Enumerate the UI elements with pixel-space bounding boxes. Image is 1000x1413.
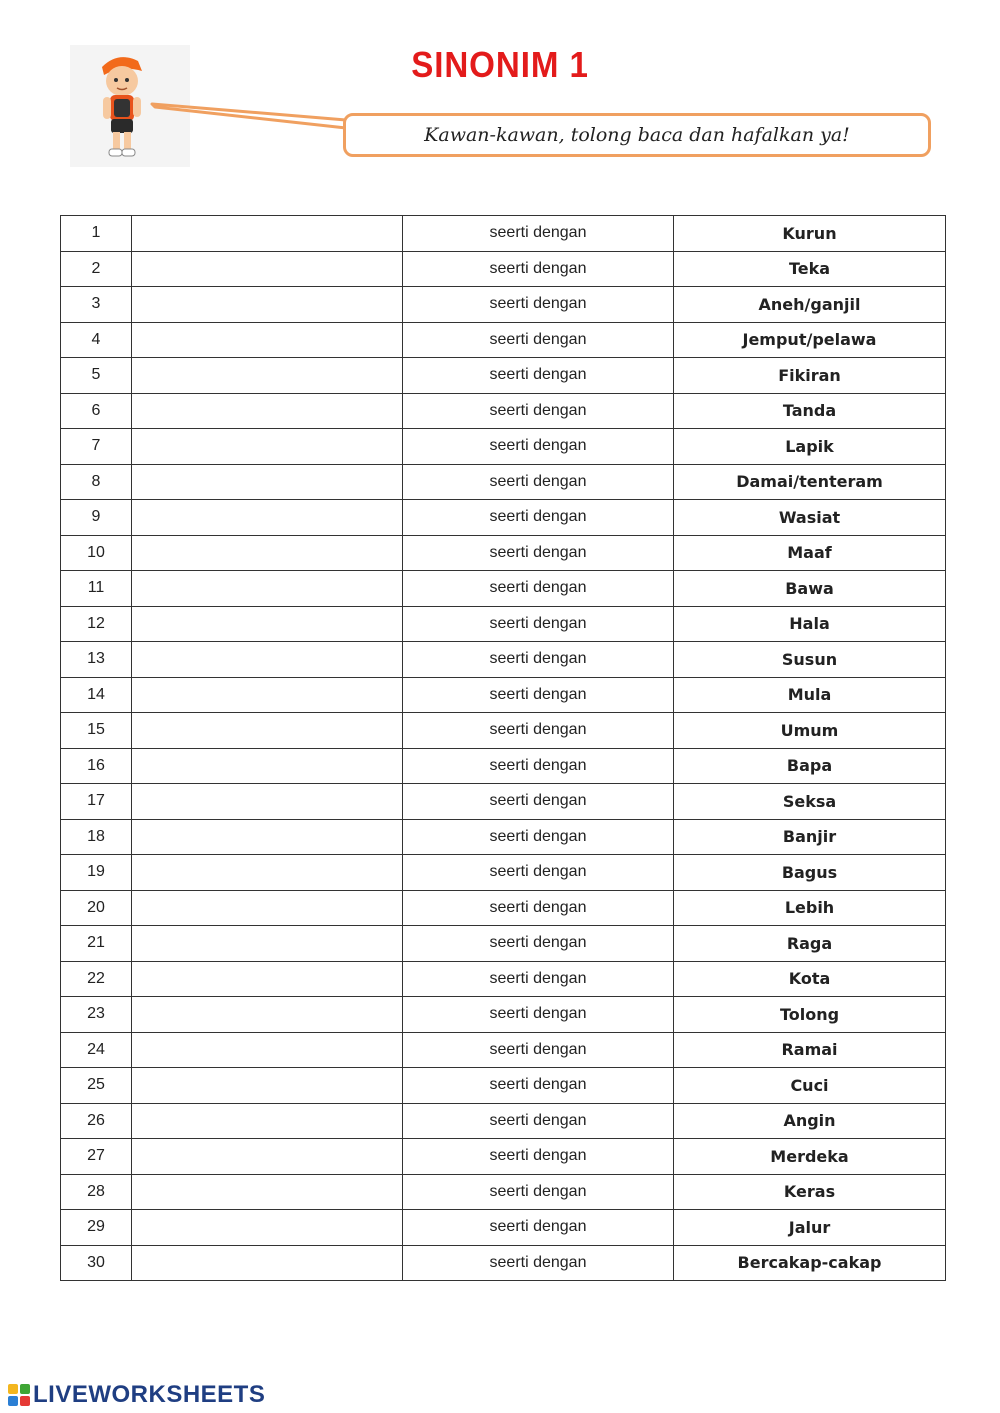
logo-square xyxy=(20,1384,30,1394)
synonym-word: Mula xyxy=(674,677,946,713)
row-number: 9 xyxy=(61,500,132,536)
seerti-dengan-label: seerti dengan xyxy=(403,784,674,820)
answer-blank-cell[interactable] xyxy=(132,571,403,607)
page-title: SINONIM 1 xyxy=(411,44,589,85)
synonym-word: Tolong xyxy=(674,997,946,1033)
answer-blank-cell[interactable] xyxy=(132,1068,403,1104)
row-number: 29 xyxy=(61,1210,132,1246)
answer-blank-cell[interactable] xyxy=(132,393,403,429)
synonym-word: Raga xyxy=(674,926,946,962)
row-number: 28 xyxy=(61,1174,132,1210)
table-row xyxy=(61,251,946,287)
table-row xyxy=(61,1210,946,1246)
row-number: 6 xyxy=(61,393,132,429)
seerti-dengan-label: seerti dengan xyxy=(403,571,674,607)
seerti-dengan-label: seerti dengan xyxy=(403,748,674,784)
seerti-dengan-label: seerti dengan xyxy=(403,464,674,500)
seerti-dengan-label: seerti dengan xyxy=(403,1032,674,1068)
answer-blank-cell[interactable] xyxy=(132,1245,403,1281)
table-row xyxy=(61,393,946,429)
seerti-dengan-label: seerti dengan xyxy=(403,713,674,749)
answer-blank-cell[interactable] xyxy=(132,784,403,820)
answer-blank-cell[interactable] xyxy=(132,961,403,997)
synonym-word: Bercakap-cakap xyxy=(674,1245,946,1281)
row-number: 21 xyxy=(61,926,132,962)
synonym-word: Teka xyxy=(674,251,946,287)
row-number: 13 xyxy=(61,642,132,678)
synonym-word: Banjir xyxy=(674,819,946,855)
row-number: 11 xyxy=(61,571,132,607)
row-number: 3 xyxy=(61,287,132,323)
synonym-word: Kota xyxy=(674,961,946,997)
row-number: 14 xyxy=(61,677,132,713)
liveworksheets-logo-icon xyxy=(8,1384,30,1406)
row-number: 20 xyxy=(61,890,132,926)
synonym-word: Tanda xyxy=(674,393,946,429)
synonym-word: Jalur xyxy=(674,1210,946,1246)
row-number: 2 xyxy=(61,251,132,287)
synonym-word: Maaf xyxy=(674,535,946,571)
synonym-word: Ramai xyxy=(674,1032,946,1068)
seerti-dengan-label: seerti dengan xyxy=(403,535,674,571)
synonym-word: Jemput/pelawa xyxy=(674,322,946,358)
table-row xyxy=(61,819,946,855)
answer-blank-cell[interactable] xyxy=(132,322,403,358)
synonym-word: Merdeka xyxy=(674,1139,946,1175)
synonym-word: Angin xyxy=(674,1103,946,1139)
answer-blank-cell[interactable] xyxy=(132,1032,403,1068)
synonym-word: Aneh/ganjil xyxy=(674,287,946,323)
table-row xyxy=(61,322,946,358)
seerti-dengan-label: seerti dengan xyxy=(403,1068,674,1104)
table-row xyxy=(61,464,946,500)
logo-square xyxy=(20,1396,30,1406)
answer-blank-cell[interactable] xyxy=(132,1210,403,1246)
seerti-dengan-label: seerti dengan xyxy=(403,677,674,713)
row-number: 12 xyxy=(61,606,132,642)
answer-blank-cell[interactable] xyxy=(132,464,403,500)
row-number: 19 xyxy=(61,855,132,891)
speech-bubble xyxy=(343,113,931,157)
table-row xyxy=(61,606,946,642)
table-row xyxy=(61,961,946,997)
answer-blank-cell[interactable] xyxy=(132,287,403,323)
row-number: 24 xyxy=(61,1032,132,1068)
seerti-dengan-label: seerti dengan xyxy=(403,961,674,997)
speech-bubble-text: Kawan-kawan, tolong baca dan hafalkan ya! xyxy=(424,124,850,146)
table-row xyxy=(61,287,946,323)
answer-blank-cell[interactable] xyxy=(132,855,403,891)
synonym-word: Damai/tenteram xyxy=(674,464,946,500)
synonym-word: Umum xyxy=(674,713,946,749)
synonym-table xyxy=(60,215,946,1281)
table-row xyxy=(61,429,946,465)
row-number: 25 xyxy=(61,1068,132,1104)
table-row xyxy=(61,1032,946,1068)
table-row xyxy=(61,1103,946,1139)
table-row xyxy=(61,677,946,713)
synonym-table-body xyxy=(61,216,946,1281)
seerti-dengan-label: seerti dengan xyxy=(403,358,674,394)
synonym-word: Bawa xyxy=(674,571,946,607)
synonym-word: Cuci xyxy=(674,1068,946,1104)
synonym-word: Lebih xyxy=(674,890,946,926)
seerti-dengan-label: seerti dengan xyxy=(403,926,674,962)
table-row xyxy=(61,1174,946,1210)
row-number: 30 xyxy=(61,1245,132,1281)
row-number: 27 xyxy=(61,1139,132,1175)
row-number: 7 xyxy=(61,429,132,465)
answer-blank-cell[interactable] xyxy=(132,890,403,926)
answer-blank-cell[interactable] xyxy=(132,713,403,749)
synonym-word: Bagus xyxy=(674,855,946,891)
footer-brand xyxy=(8,1380,265,1410)
seerti-dengan-label: seerti dengan xyxy=(403,1103,674,1139)
table-row xyxy=(61,535,946,571)
answer-blank-cell[interactable] xyxy=(132,997,403,1033)
row-number: 1 xyxy=(61,216,132,252)
answer-blank-cell[interactable] xyxy=(132,926,403,962)
row-number: 22 xyxy=(61,961,132,997)
answer-blank-cell[interactable] xyxy=(132,535,403,571)
row-number: 17 xyxy=(61,784,132,820)
seerti-dengan-label: seerti dengan xyxy=(403,251,674,287)
answer-blank-cell[interactable] xyxy=(132,748,403,784)
seerti-dengan-label: seerti dengan xyxy=(403,429,674,465)
answer-blank-cell[interactable] xyxy=(132,216,403,252)
answer-blank-cell[interactable] xyxy=(132,251,403,287)
row-number: 26 xyxy=(61,1103,132,1139)
answer-blank-cell[interactable] xyxy=(132,358,403,394)
table-row xyxy=(61,926,946,962)
answer-blank-cell[interactable] xyxy=(132,1139,403,1175)
table-row xyxy=(61,571,946,607)
seerti-dengan-label: seerti dengan xyxy=(403,1210,674,1246)
row-number: 23 xyxy=(61,997,132,1033)
table-row xyxy=(61,216,946,252)
table-row xyxy=(61,1068,946,1104)
answer-blank-cell[interactable] xyxy=(132,819,403,855)
seerti-dengan-label: seerti dengan xyxy=(403,216,674,252)
answer-blank-cell[interactable] xyxy=(132,429,403,465)
table-row xyxy=(61,642,946,678)
seerti-dengan-label: seerti dengan xyxy=(403,1139,674,1175)
answer-blank-cell[interactable] xyxy=(132,642,403,678)
table-row xyxy=(61,855,946,891)
seerti-dengan-label: seerti dengan xyxy=(403,1245,674,1281)
logo-square xyxy=(8,1384,18,1394)
synonym-word: Susun xyxy=(674,642,946,678)
synonym-word: Wasiat xyxy=(674,500,946,536)
seerti-dengan-label: seerti dengan xyxy=(403,819,674,855)
row-number: 16 xyxy=(61,748,132,784)
seerti-dengan-label: seerti dengan xyxy=(403,642,674,678)
row-number: 15 xyxy=(61,713,132,749)
table-row xyxy=(61,500,946,536)
synonym-word: Seksa xyxy=(674,784,946,820)
seerti-dengan-label: seerti dengan xyxy=(403,1174,674,1210)
seerti-dengan-label: seerti dengan xyxy=(403,393,674,429)
table-row xyxy=(61,997,946,1033)
seerti-dengan-label: seerti dengan xyxy=(403,855,674,891)
seerti-dengan-label: seerti dengan xyxy=(403,500,674,536)
row-number: 8 xyxy=(61,464,132,500)
table-row xyxy=(61,713,946,749)
table-row xyxy=(61,1245,946,1281)
seerti-dengan-label: seerti dengan xyxy=(403,997,674,1033)
seerti-dengan-label: seerti dengan xyxy=(403,287,674,323)
synonym-word: Lapik xyxy=(674,429,946,465)
table-row xyxy=(61,358,946,394)
answer-blank-cell[interactable] xyxy=(132,1103,403,1139)
table-row xyxy=(61,748,946,784)
table-row xyxy=(61,890,946,926)
synonym-word: Hala xyxy=(674,606,946,642)
answer-blank-cell[interactable] xyxy=(132,677,403,713)
brand-name: LIVEWORKSHEETS xyxy=(33,1381,266,1408)
row-number: 5 xyxy=(61,358,132,394)
logo-square xyxy=(8,1396,18,1406)
synonym-word: Keras xyxy=(674,1174,946,1210)
answer-blank-cell[interactable] xyxy=(132,606,403,642)
table-row xyxy=(61,1139,946,1175)
row-number: 18 xyxy=(61,819,132,855)
answer-blank-cell[interactable] xyxy=(132,500,403,536)
row-number: 4 xyxy=(61,322,132,358)
cartoon-boy-icon xyxy=(70,45,190,167)
synonym-word: Bapa xyxy=(674,748,946,784)
seerti-dengan-label: seerti dengan xyxy=(403,322,674,358)
seerti-dengan-label: seerti dengan xyxy=(403,890,674,926)
row-number: 10 xyxy=(61,535,132,571)
table-row xyxy=(61,784,946,820)
seerti-dengan-label: seerti dengan xyxy=(403,606,674,642)
synonym-word: Kurun xyxy=(674,216,946,252)
answer-blank-cell[interactable] xyxy=(132,1174,403,1210)
synonym-word: Fikiran xyxy=(674,358,946,394)
